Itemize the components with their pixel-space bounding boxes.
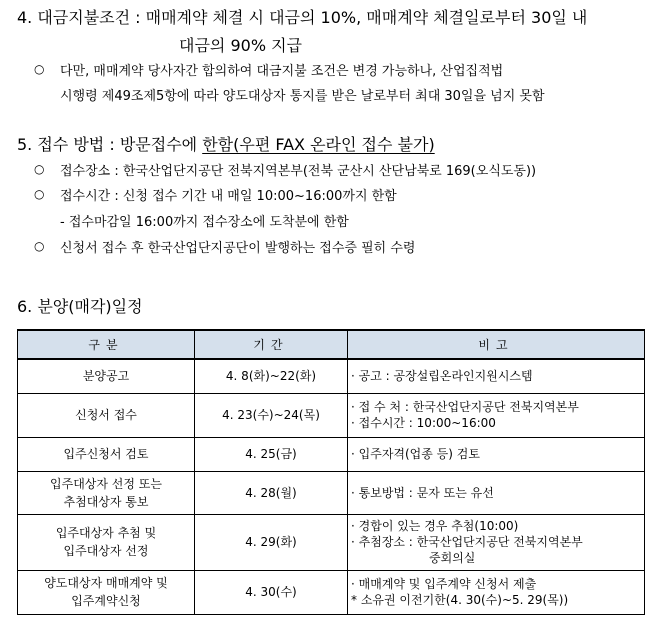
table-row [18,570,645,614]
row-item [18,471,195,514]
row-item-line: 입주계약신청 [71,594,141,608]
row-item-line: 입주대상자 선정 [63,544,149,558]
table-row [18,514,645,570]
section4-heading-line2: 대금의 90% 지급 [179,36,303,55]
row-item-line: 입주대상자 추첨 및 [55,526,157,540]
note-line: · 통보방법 : 문자 또는 유선 [351,485,494,500]
section5-heading [17,132,435,155]
note-line: · 매매계약 및 입주계약 신청서 제출 [351,577,537,591]
bullet-icon: ○ [34,62,45,76]
row-notes [348,437,645,471]
section5-deadline: - 접수마감일 16:00까지 접수장소에 도착분에 한함 [60,215,349,230]
section4-note-line2: 시행령 제49조제5항에 따라 양도대상자 통지를 받은 날로부터 최대 30일을 넘지 못함 [60,89,545,104]
note-line: · 경합이 있는 경우 추첨(10:00) [351,519,519,533]
note-line: · 공고 : 공장설립온라인지원시스템 [351,369,533,384]
section6-heading: 6. 분양(매각)일정 [17,297,143,316]
row-period: 4. 25(금) [195,437,348,471]
row-item: 분양공고 [18,359,195,393]
header-item: 구분 [18,330,195,359]
section5-receipt: 신청서 접수 후 한국산업단지공단이 발행하는 접수증 필히 수령 [60,241,416,256]
row-item [18,570,195,614]
row-period: 4. 8(화)~22(화) [195,359,348,393]
section5-heading-underlined: 한함(우편 FAX 온라인 접수 불가) [202,135,435,154]
note-line: 중회의실 [429,551,476,565]
header-period: 기간 [195,330,348,359]
note-line: · 접 수 처 : 한국산업단지공단 전북지역본부 [351,400,579,414]
row-item-line: 양도대상자 매매계약 및 [44,576,168,590]
row-notes [348,471,645,514]
row-item: 입주신청서 검토 [18,437,195,471]
row-notes [348,514,645,570]
row-item: 신청서 접수 [18,393,195,437]
section4-heading-line1: 4. 대금지불조건 : 매매계약 체결 시 대금의 10%, 매매계약 체결일로부터 30일 내 [17,8,588,27]
note-line: * 소유권 이전기한(4. 30(수)~5. 29(목)) [351,593,569,607]
table-row [18,359,645,393]
section5-place: 접수장소 : 한국산업단지공단 전북지역본부(전북 군산시 산단남북로 169(오식도동)) [60,164,537,179]
row-period: 4. 30(수) [195,570,348,614]
note-line: · 추첨장소 : 한국산업단지공단 전북지역본부 [351,535,583,549]
row-notes [348,570,645,614]
note-line: · 입주자격(업종 등) 검토 [351,447,480,461]
section5-heading-prefix: 5. 접수 방법 : 방문접수에 [17,135,203,154]
row-item [18,514,195,570]
bullet-icon: ○ [34,162,45,176]
bullet-icon: ○ [34,187,45,201]
row-item-line: 입주대상자 선정 또는 [50,476,162,491]
table-row [18,471,645,514]
table-row [18,437,645,471]
table-header-row [18,330,645,359]
row-period: 4. 29(화) [195,514,348,570]
row-item-line: 추첨대상자 통보 [63,494,149,509]
section4-note-line1: 다만, 매매계약 당사자간 합의하여 대금지불 조건은 변경 가능하나, 산업집적법 [60,64,504,79]
bullet-icon: ○ [34,239,45,253]
note-line: · 접수시간 : 10:00~16:00 [351,416,496,430]
row-notes [348,393,645,437]
row-period: 4. 23(수)~24(목) [195,393,348,437]
header-notes: 비고 [348,330,645,359]
row-notes [348,359,645,393]
schedule-table [17,329,645,615]
row-period: 4. 28(월) [195,471,348,514]
table-row [18,393,645,437]
section5-time: 접수시간 : 신청 접수 기간 내 매일 10:00~16:00까지 한함 [60,189,397,204]
